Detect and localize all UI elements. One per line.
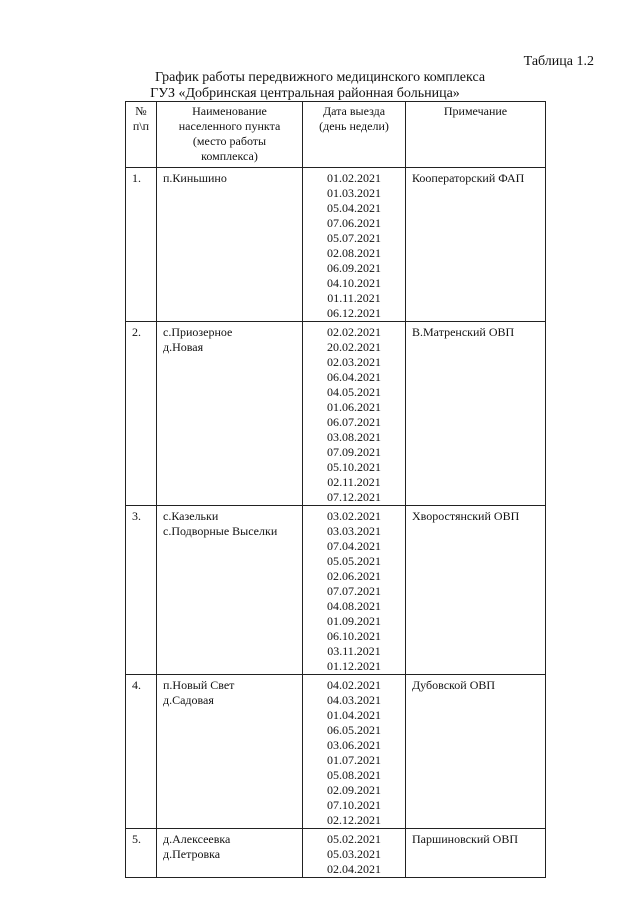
table-row	[126, 506, 546, 675]
visit-date: 06.10.2021	[327, 629, 381, 643]
title-line-2: ГУЗ «Добринская центральная районная больница»	[150, 86, 460, 101]
visit-date: 02.03.2021	[327, 355, 381, 369]
visit-date: 05.02.2021	[327, 832, 381, 846]
visit-date: 07.07.2021	[327, 584, 381, 598]
row-number: 2.	[126, 322, 157, 506]
header-number: № п\п	[126, 102, 157, 168]
place-name: д.Алексеевка	[163, 832, 231, 846]
visit-date: 01.03.2021	[327, 186, 381, 200]
visit-date: 03.08.2021	[327, 430, 381, 444]
table-header-row	[126, 102, 546, 168]
visit-date: 04.10.2021	[327, 276, 381, 290]
visit-date: 06.12.2021	[327, 306, 381, 320]
row-number: 5.	[126, 829, 157, 878]
visit-date: 05.04.2021	[327, 201, 381, 215]
place-name: с.Приозерное	[163, 325, 233, 339]
place-name: д.Садовая	[163, 693, 214, 707]
row-dates	[303, 829, 406, 878]
visit-date: 06.07.2021	[327, 415, 381, 429]
visit-date: 05.05.2021	[327, 554, 381, 568]
visit-date: 02.12.2021	[327, 813, 381, 827]
visit-date: 01.12.2021	[327, 659, 381, 673]
row-dates	[303, 506, 406, 675]
place-name: с.Казельки	[163, 509, 219, 523]
visit-date: 02.11.2021	[327, 475, 381, 489]
table-row	[126, 675, 546, 829]
visit-date: 04.03.2021	[327, 693, 381, 707]
visit-date: 03.03.2021	[327, 524, 381, 538]
row-place	[157, 675, 303, 829]
place-name: д.Новая	[163, 340, 204, 354]
place-name: п.Новый Свет	[163, 678, 235, 692]
visit-date: 05.10.2021	[327, 460, 381, 474]
visit-date: 01.02.2021	[327, 171, 381, 185]
visit-date: 05.08.2021	[327, 768, 381, 782]
place-name: с.Подворные Выселки	[163, 524, 278, 538]
visit-date: 01.07.2021	[327, 753, 381, 767]
visit-date: 02.08.2021	[327, 246, 381, 260]
table-body	[126, 168, 546, 878]
visit-date: 06.09.2021	[327, 261, 381, 275]
visit-date: 05.03.2021	[327, 847, 381, 861]
visit-date: 07.10.2021	[327, 798, 381, 812]
row-place	[157, 168, 303, 322]
place-name: п.Киньшино	[163, 171, 227, 185]
visit-date: 05.07.2021	[327, 231, 381, 245]
visit-date: 02.04.2021	[327, 862, 381, 876]
header-note: Примечание	[406, 102, 546, 168]
header-date: Дата выезда (день недели)	[303, 102, 406, 168]
schedule-table	[125, 101, 546, 878]
visit-date: 04.02.2021	[327, 678, 381, 692]
row-number: 1.	[126, 168, 157, 322]
row-place	[157, 829, 303, 878]
place-name: д.Петровка	[163, 847, 221, 861]
row-place	[157, 506, 303, 675]
row-number: 4.	[126, 675, 157, 829]
visit-date: 01.11.2021	[327, 291, 381, 305]
header-place: Наименование населенного пункта (место работы комплекса)	[157, 102, 303, 168]
table-row	[126, 168, 546, 322]
row-note: В.Матренский ОВП	[406, 322, 546, 506]
visit-date: 04.08.2021	[327, 599, 381, 613]
visit-date: 02.02.2021	[327, 325, 381, 339]
title-line-1: График работы передвижного медицинского комплекса	[154, 70, 486, 85]
visit-date: 06.04.2021	[327, 370, 381, 384]
visit-date: 06.05.2021	[327, 723, 381, 737]
visit-date: 02.09.2021	[327, 783, 381, 797]
document-title	[0, 70, 640, 102]
visit-date: 03.02.2021	[327, 509, 381, 523]
table-number-label: Таблица 1.2	[523, 54, 594, 69]
visit-date: 01.04.2021	[327, 708, 381, 722]
table-row	[126, 322, 546, 506]
row-note: Кооператорский ФАП	[406, 168, 546, 322]
visit-date: 07.04.2021	[327, 539, 381, 553]
visit-date: 07.09.2021	[327, 445, 381, 459]
row-dates	[303, 675, 406, 829]
visit-date: 03.06.2021	[327, 738, 381, 752]
visit-date: 07.12.2021	[327, 490, 381, 504]
visit-date: 02.06.2021	[327, 569, 381, 583]
visit-date: 01.09.2021	[327, 614, 381, 628]
row-dates	[303, 168, 406, 322]
row-note: Хворостянский ОВП	[406, 506, 546, 675]
visit-date: 07.06.2021	[327, 216, 381, 230]
row-note: Дубовской ОВП	[406, 675, 546, 829]
row-number: 3.	[126, 506, 157, 675]
visit-date: 04.05.2021	[327, 385, 381, 399]
table-row	[126, 829, 546, 878]
row-note: Паршиновский ОВП	[406, 829, 546, 878]
visit-date: 01.06.2021	[327, 400, 381, 414]
visit-date: 03.11.2021	[327, 644, 381, 658]
row-dates	[303, 322, 406, 506]
row-place	[157, 322, 303, 506]
visit-date: 20.02.2021	[327, 340, 381, 354]
